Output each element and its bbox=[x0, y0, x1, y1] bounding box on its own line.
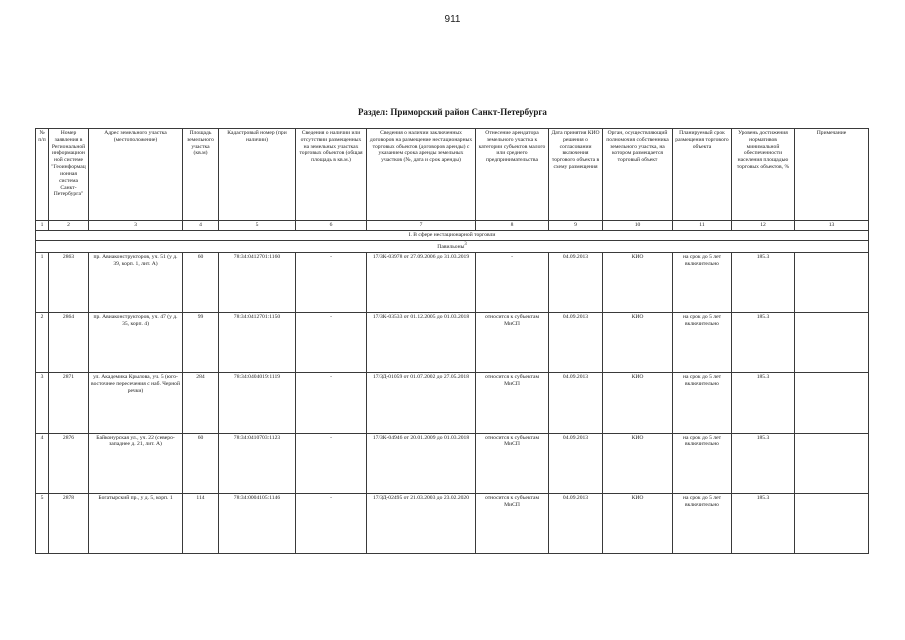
cell-sme-status: относится к субъектам МиСП bbox=[476, 313, 549, 373]
cell-area: 114 bbox=[183, 493, 219, 553]
header-cell: Отнесение арендатора земельного участка к категории субъектов малого или среднего предпринимательства bbox=[476, 129, 549, 221]
section-title: Раздел: Приморский район Санкт-Петербурга bbox=[358, 107, 547, 117]
cell-cadastral-number: 78:34:0412701:1160 bbox=[219, 253, 296, 313]
table-row bbox=[36, 253, 869, 313]
cell-sme-status: относится к субъектам МиСП bbox=[476, 433, 549, 493]
header-cell: Орган, осуществляющий полномочия собственника земельного участка, на котором размещается торговый объект bbox=[603, 129, 673, 221]
cell-area: 99 bbox=[183, 313, 219, 373]
cell-organ: КИО bbox=[603, 433, 673, 493]
cell-level: 185.3 bbox=[732, 313, 795, 373]
cell-term: на срок до 5 лет включительно bbox=[673, 373, 732, 433]
cell-contract: 17/ЗД-01059 от 01.07.2002 до 27.05.2018 bbox=[367, 373, 476, 433]
cell-cadastral-number: 78:34:0410703:1123 bbox=[219, 433, 296, 493]
cell-objects: - bbox=[296, 493, 367, 553]
header-cell: Сведения о наличии или отсутствии размещенных на земельных участках торговых объектов (общая площадь в кв.м.) bbox=[296, 129, 367, 221]
header-cell: Сведения о наличии заключенных договоров на размещение нестационарных торговых объектов (договоров аренды) с указанием срока аренды земельных участков (№, дата и срок аренды) bbox=[367, 129, 476, 221]
cell-application-number: 2878 bbox=[49, 493, 89, 553]
column-number: 10 bbox=[603, 220, 673, 230]
cell-note bbox=[795, 433, 869, 493]
cell-note bbox=[795, 313, 869, 373]
column-number: 6 bbox=[296, 220, 367, 230]
cell-cadastral-number: 78:34:0404019:1119 bbox=[219, 373, 296, 433]
table-row bbox=[36, 313, 869, 373]
cell-organ: КИО bbox=[603, 373, 673, 433]
header-cell: Планируемый срок размещения торгового объекта bbox=[673, 129, 732, 221]
cell-sme-status: - bbox=[476, 253, 549, 313]
subgroup-row bbox=[36, 241, 869, 253]
column-number-row bbox=[36, 220, 869, 230]
column-number: 3 bbox=[89, 220, 183, 230]
cell-decision-date: 04.09.2013 bbox=[549, 433, 603, 493]
cell-decision-date: 04.09.2013 bbox=[549, 253, 603, 313]
cell-term: на срок до 5 лет включительно bbox=[673, 313, 732, 373]
header-row bbox=[36, 129, 869, 221]
subgroup-cell bbox=[36, 241, 869, 253]
cell-term: на срок до 5 лет включительно bbox=[673, 493, 732, 553]
header-cell: Номер заявления в Региональной информационной системе "Геоинформационная система Санкт-Петербурга" bbox=[49, 129, 89, 221]
column-number: 12 bbox=[732, 220, 795, 230]
column-number: 11 bbox=[673, 220, 732, 230]
cell-application-number: 2863 bbox=[49, 253, 89, 313]
cell-contract: 17/ЗК-03533 от 01.12.2005 до 01.03.2018 bbox=[367, 313, 476, 373]
column-number: 4 bbox=[183, 220, 219, 230]
cell-address: ул. Академика Крылова, уч. 5 (юго-восточнее пересечения с наб. Черной речки) bbox=[89, 373, 183, 433]
column-number: 7 bbox=[367, 220, 476, 230]
register-table bbox=[35, 128, 869, 554]
cell-note bbox=[795, 253, 869, 313]
group-row bbox=[36, 230, 869, 240]
cell-objects: - bbox=[296, 433, 367, 493]
cell-organ: КИО bbox=[603, 253, 673, 313]
column-number: 8 bbox=[476, 220, 549, 230]
cell-objects: - bbox=[296, 313, 367, 373]
cell-number: 1 bbox=[36, 253, 49, 313]
cell-application-number: 2864 bbox=[49, 313, 89, 373]
column-number: 9 bbox=[549, 220, 603, 230]
cell-number: 5 bbox=[36, 493, 49, 553]
cell-contract: 17/ЗК-03978 от 27.09.2006 до 31.03.2019 bbox=[367, 253, 476, 313]
cell-area: 284 bbox=[183, 373, 219, 433]
group-label: I. В сфере нестационарной торговли bbox=[36, 230, 869, 240]
column-number: 1 bbox=[36, 220, 49, 230]
cell-area: 60 bbox=[183, 433, 219, 493]
header-cell: Площадь земельного участка (кв.м) bbox=[183, 129, 219, 221]
cell-application-number: 2871 bbox=[49, 373, 89, 433]
cell-note bbox=[795, 373, 869, 433]
cell-contract: 17/ЗК-04946 от 20.01.2009 до 01.03.2018 bbox=[367, 433, 476, 493]
header-cell: Дата принятия КИО решения о согласовании включения торгового объекта в схему размещения bbox=[549, 129, 603, 221]
column-number: 13 bbox=[795, 220, 869, 230]
cell-application-number: 2876 bbox=[49, 433, 89, 493]
cell-contract: 17/ЗД-02495 от 21.03.2003 до 23.02.2020 bbox=[367, 493, 476, 553]
cell-objects: - bbox=[296, 373, 367, 433]
cell-decision-date: 04.09.2013 bbox=[549, 493, 603, 553]
cell-organ: КИО bbox=[603, 313, 673, 373]
cell-address: пр. Авиаконструкторов, уч. 51 (у д. 39, корп. 1, лит. А) bbox=[89, 253, 183, 313]
cell-term: на срок до 5 лет включительно bbox=[673, 253, 732, 313]
cell-number: 4 bbox=[36, 433, 49, 493]
header-cell: Примечание bbox=[795, 129, 869, 221]
cell-level: 185.3 bbox=[732, 373, 795, 433]
cell-number: 2 bbox=[36, 313, 49, 373]
header-cell: № п/п bbox=[36, 129, 49, 221]
cell-cadastral-number: 78:34:0004105:1146 bbox=[219, 493, 296, 553]
cell-number: 3 bbox=[36, 373, 49, 433]
cell-address: пр. Авиаконструкторов, уч. 47 (у д. 35, корп. 4) bbox=[89, 313, 183, 373]
cell-address: Богатырский пр., у д. 5, корп. 1 bbox=[89, 493, 183, 553]
cell-sme-status: относится к субъектам МиСП bbox=[476, 373, 549, 433]
header-cell: Кадастровый номер (при наличии) bbox=[219, 129, 296, 221]
cell-term: на срок до 5 лет включительно bbox=[673, 433, 732, 493]
cell-organ: КИО bbox=[603, 493, 673, 553]
column-number: 5 bbox=[219, 220, 296, 230]
cell-level: 185.3 bbox=[732, 493, 795, 553]
cell-level: 185.3 bbox=[732, 433, 795, 493]
cell-address: Байконурская ул., уч. 22 (северо-западнее д. 21, лит. А) bbox=[89, 433, 183, 493]
cell-area: 60 bbox=[183, 253, 219, 313]
cell-objects: - bbox=[296, 253, 367, 313]
table-row bbox=[36, 493, 869, 553]
cell-decision-date: 04.09.2013 bbox=[549, 313, 603, 373]
subgroup-label: Павильоны bbox=[437, 244, 465, 251]
cell-sme-status: относится к субъектам МиСП bbox=[476, 493, 549, 553]
cell-level: 185.3 bbox=[732, 253, 795, 313]
subgroup-footnote-mark: 3 bbox=[464, 242, 467, 248]
header-cell: Уровень достижения нормативов минимальной обеспеченности населения площадью торговых объектов, % bbox=[732, 129, 795, 221]
table-row bbox=[36, 433, 869, 493]
cell-cadastral-number: 78:34:0412701:1150 bbox=[219, 313, 296, 373]
column-number: 2 bbox=[49, 220, 89, 230]
table-row bbox=[36, 373, 869, 433]
cell-decision-date: 04.09.2013 bbox=[549, 373, 603, 433]
cell-note bbox=[795, 493, 869, 553]
header-cell: Адрес земельного участка (местоположение) bbox=[89, 129, 183, 221]
page-number: 911 bbox=[444, 14, 461, 25]
